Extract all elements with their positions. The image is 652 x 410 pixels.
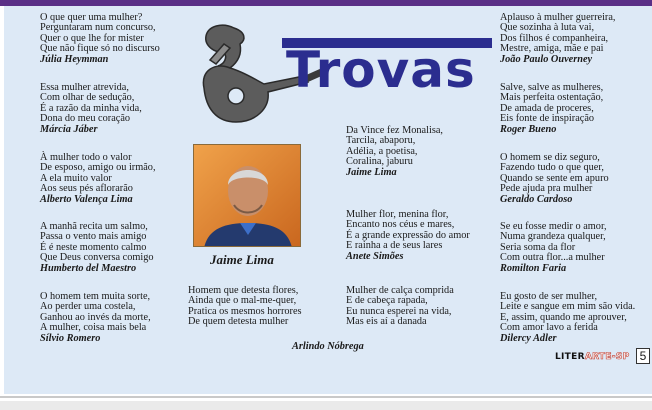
brand-solid: LITER [555,352,585,362]
verse-line: Com outra flor...a mulher [500,252,605,264]
trova-author: João Paulo Ouverney [500,53,593,65]
trova-left-1 [40,13,160,65]
verse-line: De amada de proceres, [500,102,594,114]
verse-line: Coralina, jaburu [346,156,413,168]
trova-right-2 [500,83,603,135]
brand-logo [555,352,630,362]
trova-author: Roger Bueno [500,123,557,135]
verse-line: Se eu fosse medir o amor, [500,221,607,232]
trovas-logo [194,18,494,136]
verse-line: Salve, salve as mulheres, [500,82,604,93]
verse-line: A manhã recita um salmo, [40,221,148,232]
trova-author: Humberto del Maestro [40,262,137,274]
verse-line: Quando se sente em apuro [500,172,609,184]
verse-line: É é neste momento calmo [40,241,147,253]
verse-line: De quem detesta mulher [188,316,289,328]
trova-author: Jaime Lima [346,166,397,178]
verse-line: É a grande expressão do amor [346,229,470,241]
verse-line: Ainda que o mal-me-quer, [188,295,297,307]
trova-author: Geraldo Cardoso [500,193,573,205]
verse-line: Mulher flor, menina flor, [346,209,449,220]
trova-author: Júlia Heymman [40,53,109,65]
verse-line: Encanto nos céus e mares, [346,219,455,231]
verse-line: Essa mulher atrevida, [40,82,129,93]
verse-line: Seria soma da flor [500,241,576,253]
verse-line: Perguntaram num concurso, [40,22,156,34]
trova-author: Márcia Jáber [40,123,98,135]
bottom-rule [0,396,652,398]
verse-line: Ao perder uma costela, [40,301,136,313]
photo-caption: Jaime Lima [210,252,274,267]
verse-line: Fazendo tudo o que quer, [500,162,604,174]
verse-line: É a razão da minha vida, [40,102,142,114]
verse-line: De esposo, amigo ou irmão, [40,162,156,174]
author-photo [193,144,301,247]
verse-line: Adélia, a poetisa, [346,145,418,157]
verse-line: Eis fonte de inspiração [500,113,595,125]
verse-line: A ela muito valor [40,172,112,184]
trova-right-3 [500,153,609,205]
verse-line: Mulher de calça comprida [346,285,454,296]
verse-line: Quer o que lhe for mister [40,32,144,44]
trova-center-3 [346,286,454,328]
verse-line: Pede ajuda pra mulher [500,183,593,195]
verse-line: Aos seus pés aflorarão [40,183,133,195]
trova-author: Anete Simões [346,250,404,262]
verse-line: Leite e sangue em mim são vida. [500,301,636,313]
verse-line: Mais perfeita ostentação, [500,92,604,104]
verse-line: E de cabeça rapada, [346,295,428,307]
verse-line: Que não fique só no discurso [40,43,160,55]
page-title: Trovas [286,41,476,99]
verse-line: À mulher todo o valor [40,152,132,163]
trova-center-4 [188,286,302,328]
page-number: 5 [636,348,650,364]
verse-line: O homem tem muita sorte, [40,291,151,302]
verse-line: Ganhou ao invés da morte, [40,311,151,323]
verse-line: Mas eis aí a danada [346,316,427,328]
verse-line: Pratica os mesmos horrores [188,305,302,317]
trova-author: Dilercy Adler [500,332,557,344]
trova-author: Alberto Valença Lima [40,193,133,205]
trova-left-2 [40,83,142,135]
verse-line: O homem se diz seguro, [500,152,600,163]
trova-right-5 [500,292,635,344]
verse-line: O que quer uma mulher? [40,12,143,23]
next-page-strip [0,401,652,410]
verse-line: Mestre, amiga, mãe e pai [500,43,604,55]
verse-line: Dos filhos é companheira, [500,32,609,44]
verse-line: Eu nunca esperei na vida, [346,305,452,317]
verse-line: Tarcila, abaporu, [346,135,416,147]
verse-line: Numa grandeza qualquer, [500,231,606,243]
verse-line: Homem que detesta flores, [188,285,299,296]
trova-right-4 [500,222,607,274]
verse-line: Passa o vento mais amigo [40,231,147,243]
shared-author: Arlindo Nóbrega [292,341,364,352]
trova-left-4 [40,222,154,274]
trova-center-2 [346,210,470,262]
brand-outline: ARTE-SP [584,352,630,362]
verse-line: Aplauso à mulher guerreira, [500,12,616,23]
verse-line: E rainha a de seus lares [346,240,443,252]
trova-left-5 [40,292,151,344]
verse-line: Que sozinha à luta vai, [500,22,595,34]
trova-left-3 [40,153,156,205]
trova-right-1 [500,13,616,65]
trova-author: Sílvio Romero [40,332,101,344]
verse-line: Dona do meu coração [40,113,131,125]
verse-line: Da Vince fez Monalisa, [346,125,443,136]
trova-center-1 [346,126,443,178]
verse-line: Eu gosto de ser mulher, [500,291,598,302]
verse-line: E, assim, quando me aprouver, [500,311,627,323]
verse-line: Com olhar de sedução, [40,92,135,104]
verse-line: Com amor lavo a ferida [500,322,598,334]
verse-line: A mulher, coisa mais bela [40,322,147,334]
verse-line: Que Deus conversa comigo [40,252,154,264]
trova-author: Romilton Faria [500,262,567,274]
